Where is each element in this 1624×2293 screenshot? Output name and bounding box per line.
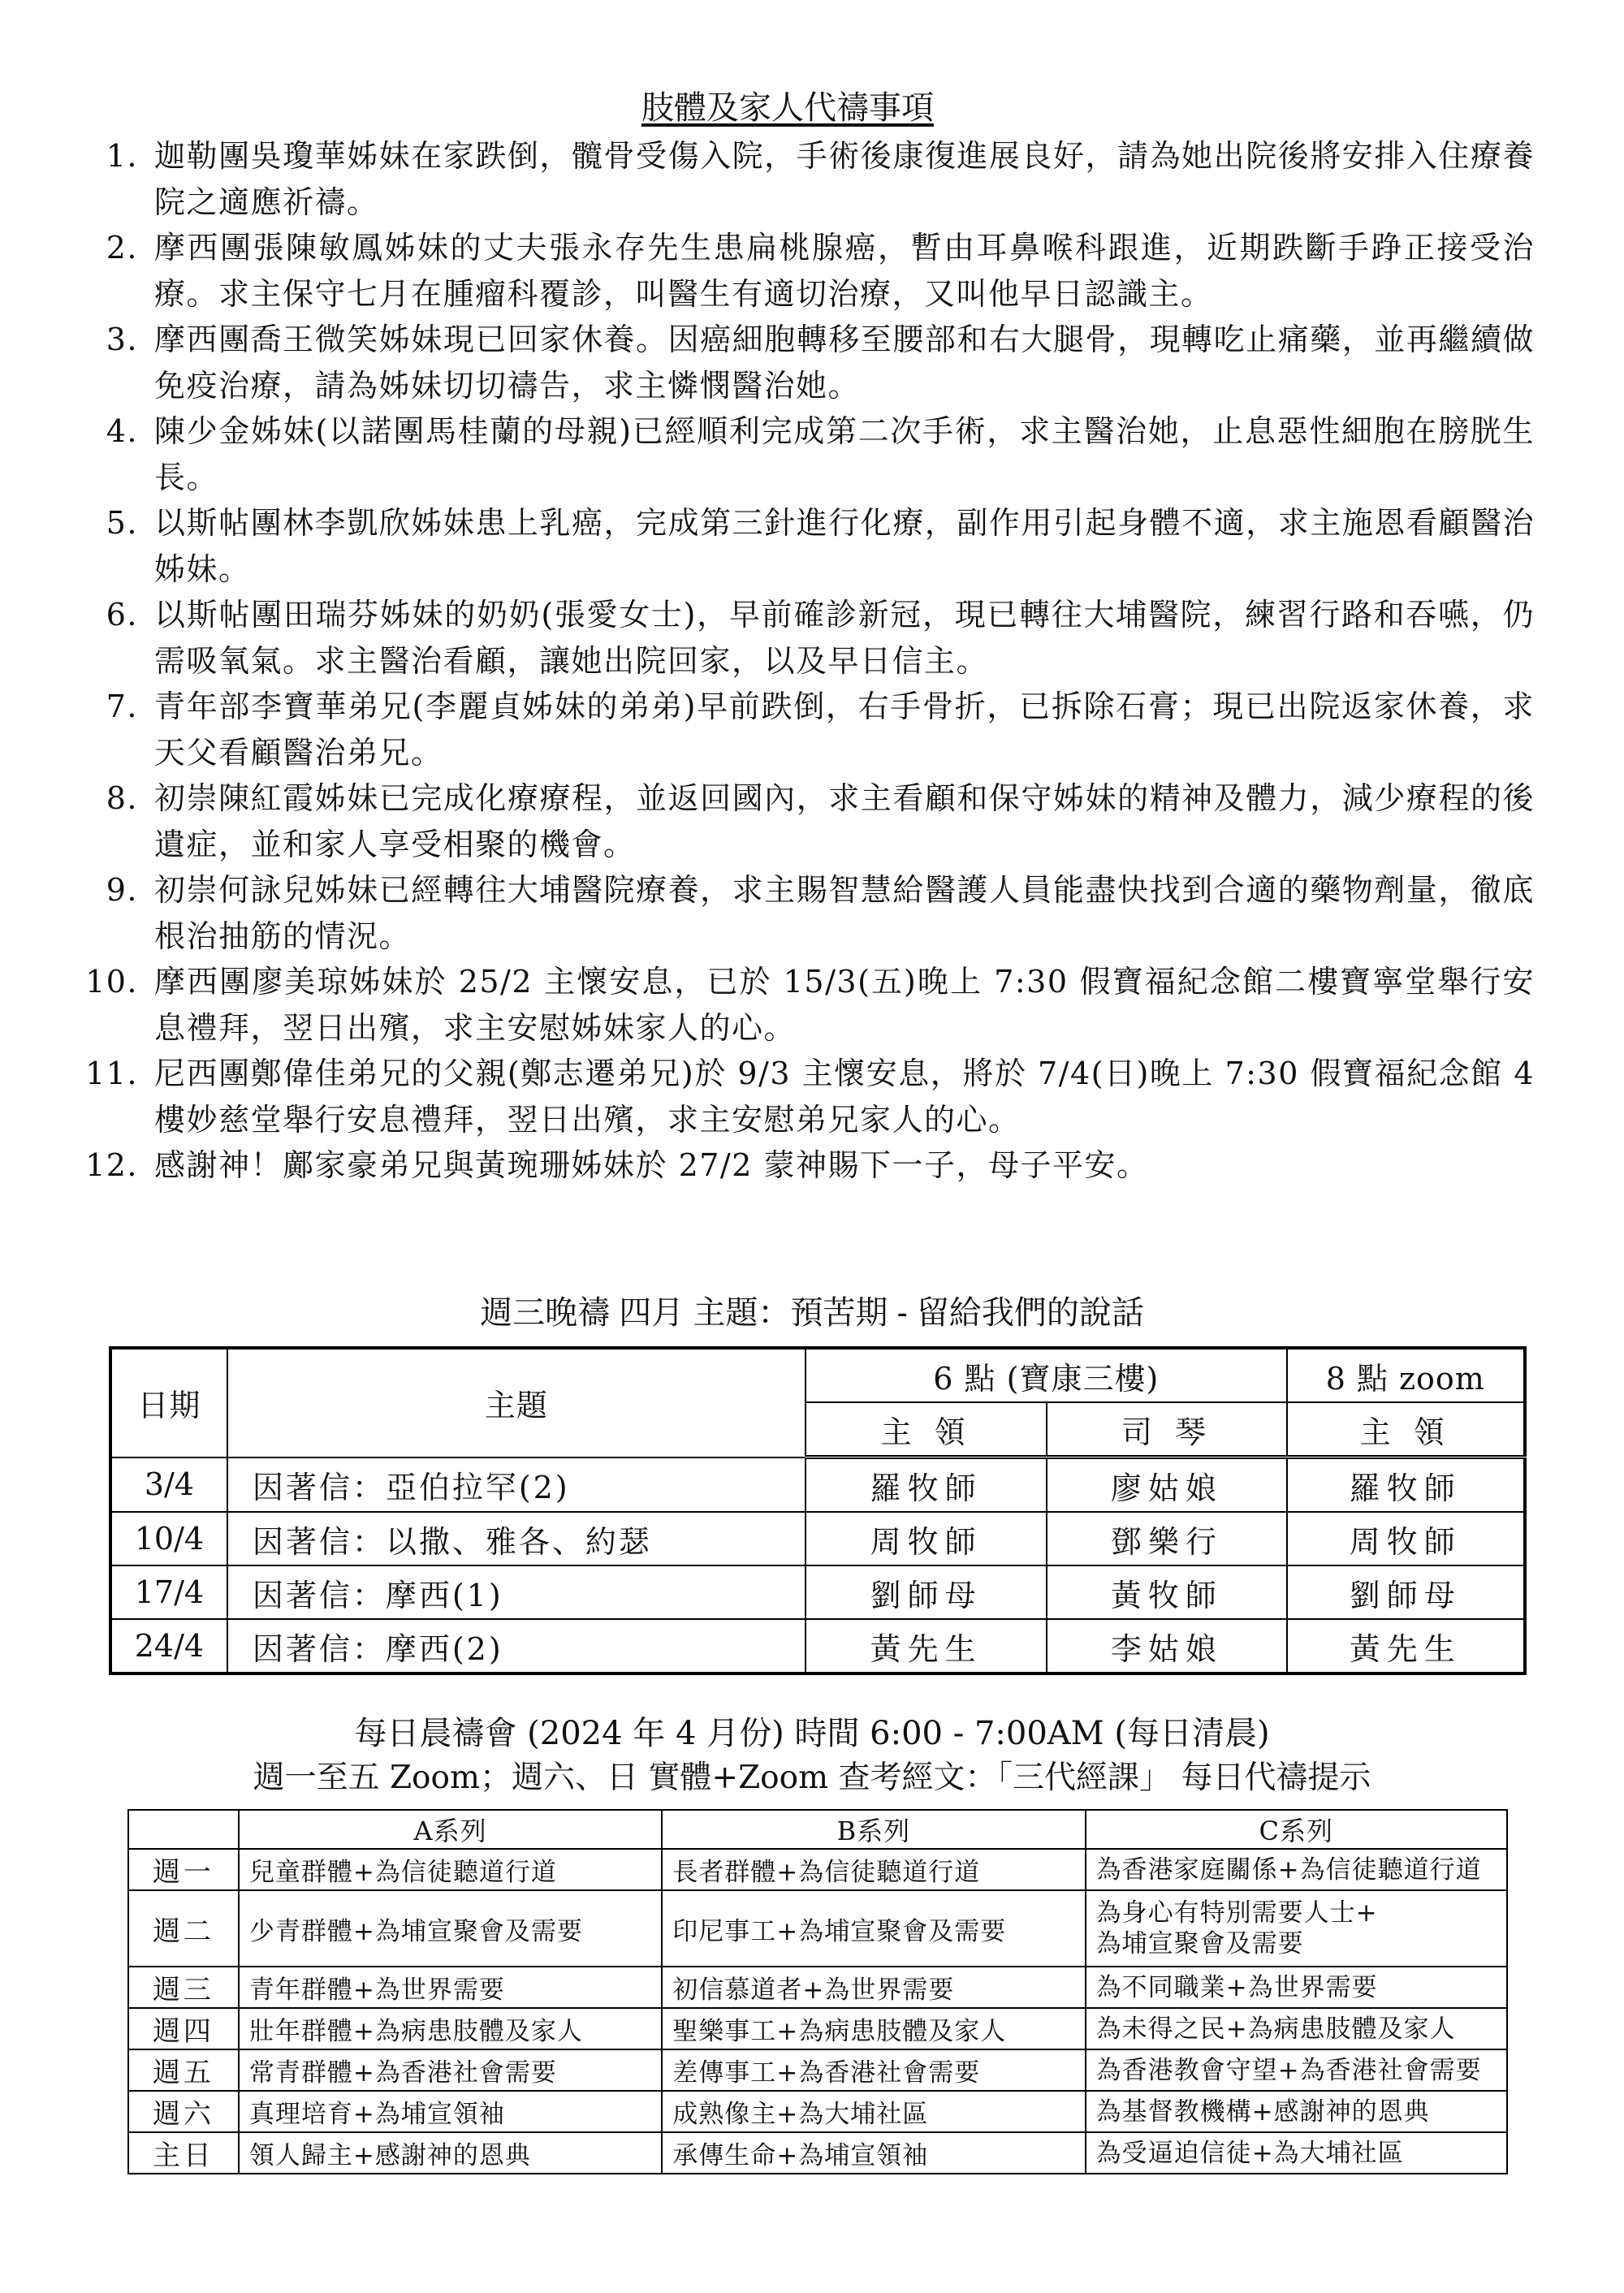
cell-series-c [1086,1967,1507,2008]
cell-date: 10/4 [110,1512,227,1565]
prayer-item-number: 1. [106,138,138,174]
header-blank [128,1810,239,1849]
prayer-item-number: 12. [85,1147,138,1183]
header-series-c: C系列 [1086,1810,1507,1849]
header-series-b: B系列 [662,1810,1085,1849]
prayer-item-number: 2. [106,230,138,266]
cell-series-c-line: 為身心有特別需要人士+ [1095,1898,1378,1928]
prayer-section-title: 肢體及家人代禱事項 [641,89,934,127]
prayer-item-text: 摩西團喬王微笑姊妹現已回家休養。因癌細胞轉移至腰部和右大腿骨，現轉吃止痛藥，並再繼續做免疫治療，請為姊妹切切禱告，求主憐憫醫治她。 [154,322,1535,404]
cell-series-a: 領人歸主+感謝神的恩典 [239,2132,662,2174]
table-row [128,2091,1507,2132]
cell-series-b: 成熟像主+為大埔社區 [662,2091,1085,2132]
cell-series-b: 印尼事工+為埔宣聚會及需要 [662,1890,1085,1967]
cell-leader: 周牧師 [806,1512,1047,1565]
cell-series-c-line: 為基督教機構+感謝神的恩典 [1095,2097,1430,2127]
prayer-item-number: 9. [106,872,138,908]
cell-series-a: 真理培育+為埔宣領袖 [239,2091,662,2132]
cell-series-b: 差傳事工+為香港社會需要 [662,2049,1085,2091]
table-row [110,1457,1525,1513]
cell-day: 週五 [128,2049,239,2091]
header-zoom-leader: 主 領 [1287,1402,1525,1457]
prayer-item [49,1051,1535,1142]
prayer-item-text: 以斯帖團田瑞芬姊妹的奶奶(張愛女士)，早前確診新冠，現已轉往大埔醫院，練習行路和吞嚥，仍需吸氧氣。求主醫治看顧，讓她出院回家，以及早日信主。 [154,597,1535,679]
cell-series-c-line: 為香港家庭關係+為信徒聽道行道 [1095,1855,1482,1885]
prayer-item-text: 陳少金姊妹(以諾團馬桂蘭的母親)已經順利完成第二次手術，求主醫治她，止息惡性細胞在膀胱生長。 [154,413,1535,495]
cell-series-a: 常青群體+為香港社會需要 [239,2049,662,2091]
prayer-item [49,225,1535,317]
prayer-item [49,408,1535,500]
cell-series-c [1086,2049,1507,2091]
worship-title: 週三晚禱 四月 主題：預苦期 - 留給我們的說話 [480,1295,1144,1331]
table-row [110,1512,1525,1565]
cell-series-b: 聖樂事工+為病患肢體及家人 [662,2008,1085,2049]
cell-series-c [1086,2091,1507,2132]
cell-day: 週三 [128,1967,239,2008]
prayer-item [49,867,1535,959]
header-topic: 主題 [227,1348,806,1457]
cell-day: 週一 [128,1849,239,1890]
table-row [128,1967,1507,2008]
prayer-item [49,317,1535,408]
cell-pianist: 鄧樂行 [1047,1512,1286,1565]
table-row [110,1619,1525,1673]
prayer-item-number: 11. [85,1056,138,1091]
table-row [128,1890,1507,1967]
cell-leader: 劉師母 [806,1565,1047,1619]
cell-series-c [1086,1849,1507,1890]
cell-series-b: 長者群體+為信徒聽道行道 [662,1849,1085,1890]
cell-date: 24/4 [110,1619,227,1673]
prayer-list [49,133,1535,1189]
prayer-item-number: 5. [106,505,138,541]
prayer-item [49,500,1535,592]
header-leader: 主 領 [806,1402,1047,1457]
cell-date: 17/4 [110,1565,227,1619]
daily-prayer-table [127,1809,1508,2174]
prayer-item-text: 以斯帖團林李凱欣姊妹患上乳癌，完成第三針進行化療，副作用引起身體不適，求主施恩看顧醫治姊妹。 [154,505,1535,587]
cell-day: 週六 [128,2091,239,2132]
cell-zoom-leader: 黃先生 [1287,1619,1525,1673]
cell-pianist: 廖姑娘 [1047,1457,1286,1513]
cell-leader: 黃先生 [806,1619,1047,1673]
cell-series-b: 承傳生命+為埔宣領袖 [662,2132,1085,2174]
prayer-item [49,775,1535,867]
cell-series-c-line: 為受逼迫信徒+為大埔社區 [1095,2138,1404,2168]
table-row [128,2049,1507,2091]
prayer-item [49,592,1535,684]
table-row [128,1849,1507,1890]
cell-zoom-leader: 羅牧師 [1287,1457,1525,1513]
cell-day: 週二 [128,1890,239,1967]
cell-series-a: 青年群體+為世界需要 [239,1967,662,2008]
cell-pianist: 李姑娘 [1047,1619,1286,1673]
prayer-item-text: 摩西團張陳敏鳳姊妹的丈夫張永存先生患扁桃腺癌，暫由耳鼻喉科跟進，近期跌斷手踭正接受治療。求主保守七月在腫瘤科覆診，叫醫生有適切治療，又叫他早日認識主。 [154,230,1535,312]
cell-topic: 因著信：亞伯拉罕(2) [227,1457,806,1513]
cell-topic: 因著信：以撒、雅各、約瑟 [227,1512,806,1565]
cell-series-a: 兒童群體+為信徒聽道行道 [239,1849,662,1890]
cell-series-a: 少青群體+為埔宣聚會及需要 [239,1890,662,1967]
cell-day: 週四 [128,2008,239,2049]
prayer-item-text: 感謝神！鄺家豪弟兄與黃琬珊姊妹於 27/2 蒙神賜下一子，母子平安。 [154,1147,1149,1183]
cell-series-c [1086,2008,1507,2049]
cell-series-c-line: 為不同職業+為世界需要 [1095,1972,1378,2002]
cell-leader: 羅牧師 [806,1457,1047,1513]
prayer-item-number: 7. [106,689,138,724]
table-row [128,2132,1507,2174]
header-eight-pm: 8 點 zoom [1287,1348,1525,1402]
prayer-item [49,959,1535,1051]
prayer-item-text: 迦勒團吳瓊華姊妹在家跌倒，髖骨受傷入院，手術後康復進展良好，請為她出院後將安排入住療養院之適應祈禱。 [154,138,1535,220]
prayer-item [49,684,1535,775]
cell-topic: 因著信：摩西(1) [227,1565,806,1619]
prayer-item-text: 尼西團鄭偉佳弟兄的父親(鄭志遷弟兄)於 9/3 主懷安息，將於 7/4(日)晚上 7:30 假寶福紀念館 4 樓妙慈堂舉行安息禮拜，翌日出殯，求主安慰弟兄家人的心。 [154,1056,1535,1138]
prayer-item-text: 摩西團廖美琼姊妹於 25/2 主懷安息，已於 15/3(五)晚上 7:30 假寶福紀念館二樓寶寧堂舉行安息禮拜，翌日出殯，求主安慰姊妹家人的心。 [154,964,1535,1046]
daily-prayer-title: 每日晨禱會 (2024 年 4 月份) 時間 6:00 - 7:00AM (每日清晨) [354,1715,1270,1752]
prayer-item-text: 初崇陳紅霞姊妹已完成化療療程，並返回國內，求主看顧和保守姊妹的精神及體力，減少療程的後遺症，並和家人享受相聚的機會。 [154,780,1535,862]
cell-day: 主日 [128,2132,239,2174]
cell-series-b: 初信慕道者+為世界需要 [662,1967,1085,2008]
prayer-item [49,1142,1535,1189]
prayer-item-number: 3. [106,322,138,357]
header-six-pm: 6 點 (寶康三樓) [806,1348,1287,1402]
cell-series-a: 壯年群體+為病患肢體及家人 [239,2008,662,2049]
cell-series-c-line: 為未得之民+為病患肢體及家人 [1095,2014,1456,2044]
table-row [128,2008,1507,2049]
cell-zoom-leader: 劉師母 [1287,1565,1525,1619]
header-series-a: A系列 [239,1810,662,1849]
cell-zoom-leader: 周牧師 [1287,1512,1525,1565]
daily-prayer-subtitle: 週一至五 Zoom；週六、日 實體+Zoom 查考經文：「三代經課」 每日代禱提示 [253,1760,1371,1796]
prayer-item-number: 6. [106,597,138,633]
prayer-item-number: 4. [106,413,138,449]
prayer-item [49,133,1535,225]
prayer-item-number: 8. [106,780,138,816]
cell-series-c-line: 為香港教會守望+為香港社會需要 [1095,2055,1482,2085]
header-pianist: 司 琴 [1047,1402,1286,1457]
cell-pianist: 黃牧師 [1047,1565,1286,1619]
prayer-item-text: 初崇何詠兒姊妹已經轉往大埔醫院療養，求主賜智慧給醫護人員能盡快找到合適的藥物劑量，徹底根治抽筋的情況。 [154,872,1535,954]
table-row [110,1565,1525,1619]
cell-series-c [1086,2132,1507,2174]
header-date: 日期 [110,1348,227,1457]
worship-schedule-table [109,1346,1527,1675]
cell-date: 3/4 [110,1457,227,1513]
prayer-item-number: 10. [85,964,138,1000]
cell-topic: 因著信：摩西(2) [227,1619,806,1673]
prayer-item-text: 青年部李寶華弟兄(李麗貞姊妹的弟弟)早前跌倒，右手骨折，已拆除石膏；現已出院返家休養，求天父看顧醫治弟兄。 [154,689,1535,771]
cell-series-c [1086,1890,1507,1967]
cell-series-c-line: 為埔宣聚會及需要 [1095,1929,1304,1958]
